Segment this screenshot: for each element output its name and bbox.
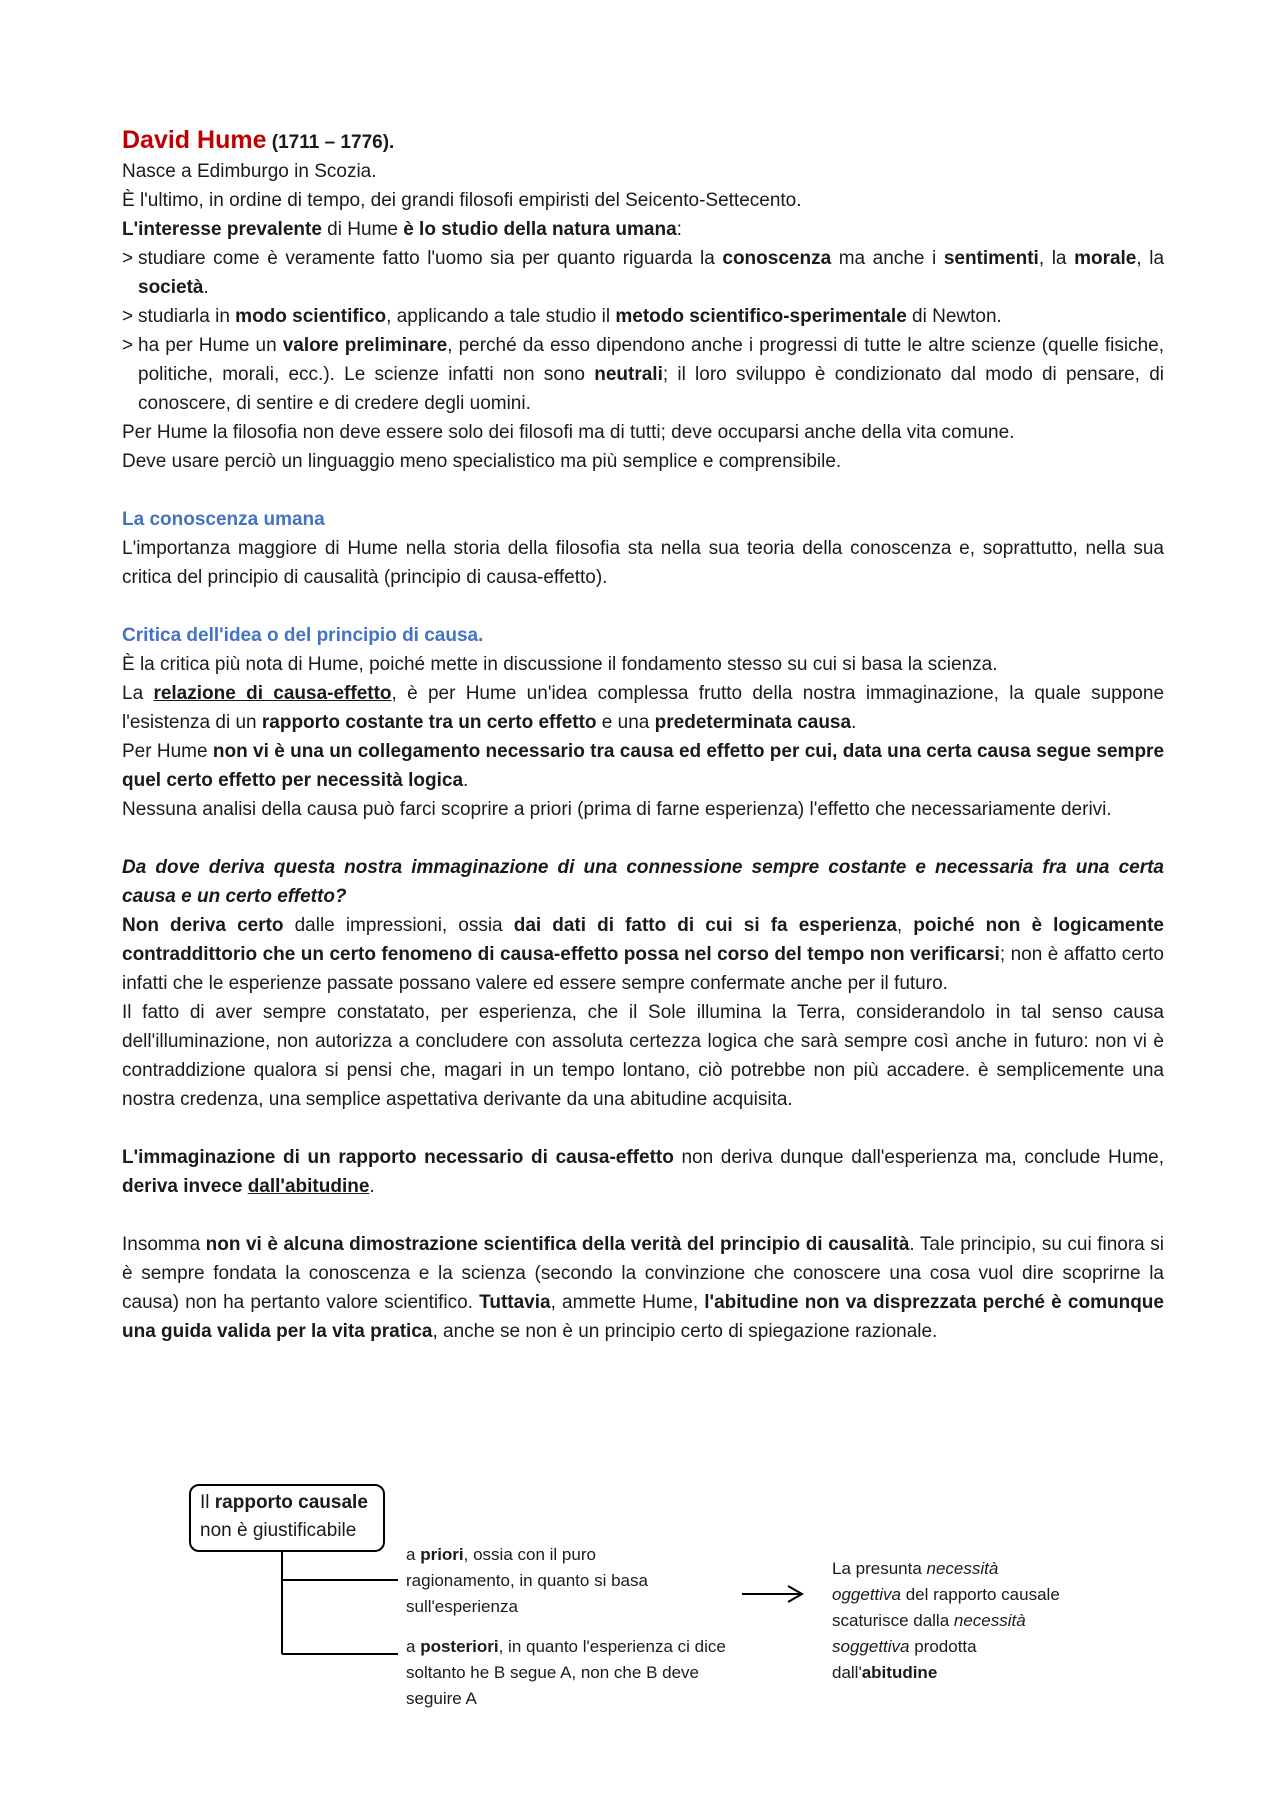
origin-paragraph-1: Non deriva certo dalle impressioni, ossia dai dati di fatto di cui si fa esperienza, poiché non è logicamente contraddittorio che un certo fenomeno di causa-effetto possa nel corso del tempo non verificarsi; non è affatto certo infatti che le esperienze passate possano valere ed essere sempre confermate anche per il futuro.: [122, 915, 1164, 994]
bullet-item-1: > studiare come è veramente fatto l'uomo sia per quanto riguarda la conoscenza ma anche i sentimenti, la morale, la società.: [122, 248, 1165, 298]
diagram-branch-a-priori: a priori, ossia con il puro ragionamento, in quanto si basa sull'esperienza: [406, 1545, 648, 1616]
knowledge-paragraph: L'importanza maggiore di Hume nella storia della filosofia sta nella sua teoria della conoscenza e, soprattutto, nella sua critica del principio di causalità (principio di causa-effetto).: [122, 538, 1164, 588]
philosophy-line-1: Per Hume la filosofia non deve essere solo dei filosofi ma di tutti; deve occuparsi anche della vita comune.: [122, 422, 1015, 443]
heading-critique: Critica dell'idea o del principio di causa.: [122, 625, 484, 646]
philosophy-line-2: Deve usare perciò un linguaggio meno specialistico ma più semplice e comprensibile.: [122, 451, 842, 472]
conclusion-paragraph: L'immaginazione di un rapporto necessario di causa-effetto non deriva dunque dall'esperienza ma, conclude Hume, deriva invece dall'abitudine.: [122, 1147, 1164, 1197]
intro-line-1: Nasce a Edimburgo in Scozia.: [122, 161, 377, 182]
interest-line: L'interesse prevalente di Hume è lo studio della natura umana:: [122, 219, 682, 240]
critique-paragraph-1: È la critica più nota di Hume, poiché mette in discussione il fondamento stesso su cui si basa la scienza.: [122, 654, 998, 675]
critique-paragraph-3: Per Hume non vi è una un collegamento necessario tra causa ed effetto per cui, data una certa causa segue sempre quel certo effetto per necessità logica.: [122, 741, 1165, 791]
heading-knowledge: La conoscenza umana: [122, 509, 325, 530]
bullet-item-2: > studiarla in modo scientifico, applicando a tale studio il metodo scientifico-sperimentale di Newton.: [122, 306, 1002, 327]
critique-paragraph-2: La relazione di causa-effetto, è per Hume un'idea complessa frutto della nostra immaginazione, la quale suppone l'esistenza di un rapporto costante tra un certo effetto e una predeterminata causa.: [122, 683, 1165, 733]
diagram-box-causal: Il rapporto causale non è giustificabile: [189, 1484, 385, 1552]
summary-paragraph: Insomma non vi è alcuna dimostrazione scientifica della verità del principio di causalità. Tale principio, su cui finora si è sempre fondata la conoscenza e la scienza (secondo la convinzione che conoscere una cosa vuol dire scoprirne la causa) non ha pertanto valore scientifico. Tuttavia, ammette Hume, l'abitudine non va disprezzata perché è comunque una guida valida per la vita pratica, anche se non è un principio certo di spiegazione razionale.: [122, 1234, 1164, 1342]
title-name: David Hume: [122, 126, 267, 154]
origin-paragraph-2: Il fatto di aver sempre constatato, per esperienza, che il Sole illumina la Terra, considerandolo in tal senso causa dell'illuminazione, non autorizza a concludere con assoluta certezza logica che sarà sempre così anche in futuro: non vi è contraddizione qualora si pensi che, magari in un tempo lontano, ciò potrebbe non più accadere. è semplicemente una nostra credenza, una semplice aspettativa derivante da una abitudine acquisita.: [122, 1002, 1164, 1110]
origin-question: Da dove deriva questa nostra immaginazione di una connessione sempre costante e necessaria fra una certa causa e un certo effetto?: [122, 857, 1164, 907]
diagram-branch-a-posteriori: a posteriori, in quanto l'esperienza ci dice soltanto he B segue A, non che B deve seguire A: [406, 1637, 726, 1708]
critique-paragraph-4: Nessuna analisi della causa può farci scoprire a priori (prima di farne esperienza) l'effetto che necessariamente derivi.: [122, 799, 1112, 820]
diagram-arrow-head-icon: [788, 1586, 802, 1602]
title-years: (1711 – 1776).: [271, 132, 395, 153]
diagram-result: La presunta necessità oggettiva del rapporto causale scaturisce dalla necessità soggettiva prodotta dall'abitudine: [832, 1559, 1060, 1682]
document-title: [122, 126, 1164, 157]
intro-line-2: È l'ultimo, in ordine di tempo, dei grandi filosofi empiristi del Seicento-Settecento.: [122, 190, 802, 211]
document-body: [122, 126, 1164, 1346]
bullet-item-3: > ha per Hume un valore preliminare, perché da esso dipendono anche i progressi di tutte le altre scienze (quelle fisiche, politiche, morali, ecc.). Le scienze infatti non sono neutrali; il loro sviluppo è condizionato dal modo di pensare, di conoscere, di sentire e di credere degli uomini.: [122, 335, 1164, 414]
